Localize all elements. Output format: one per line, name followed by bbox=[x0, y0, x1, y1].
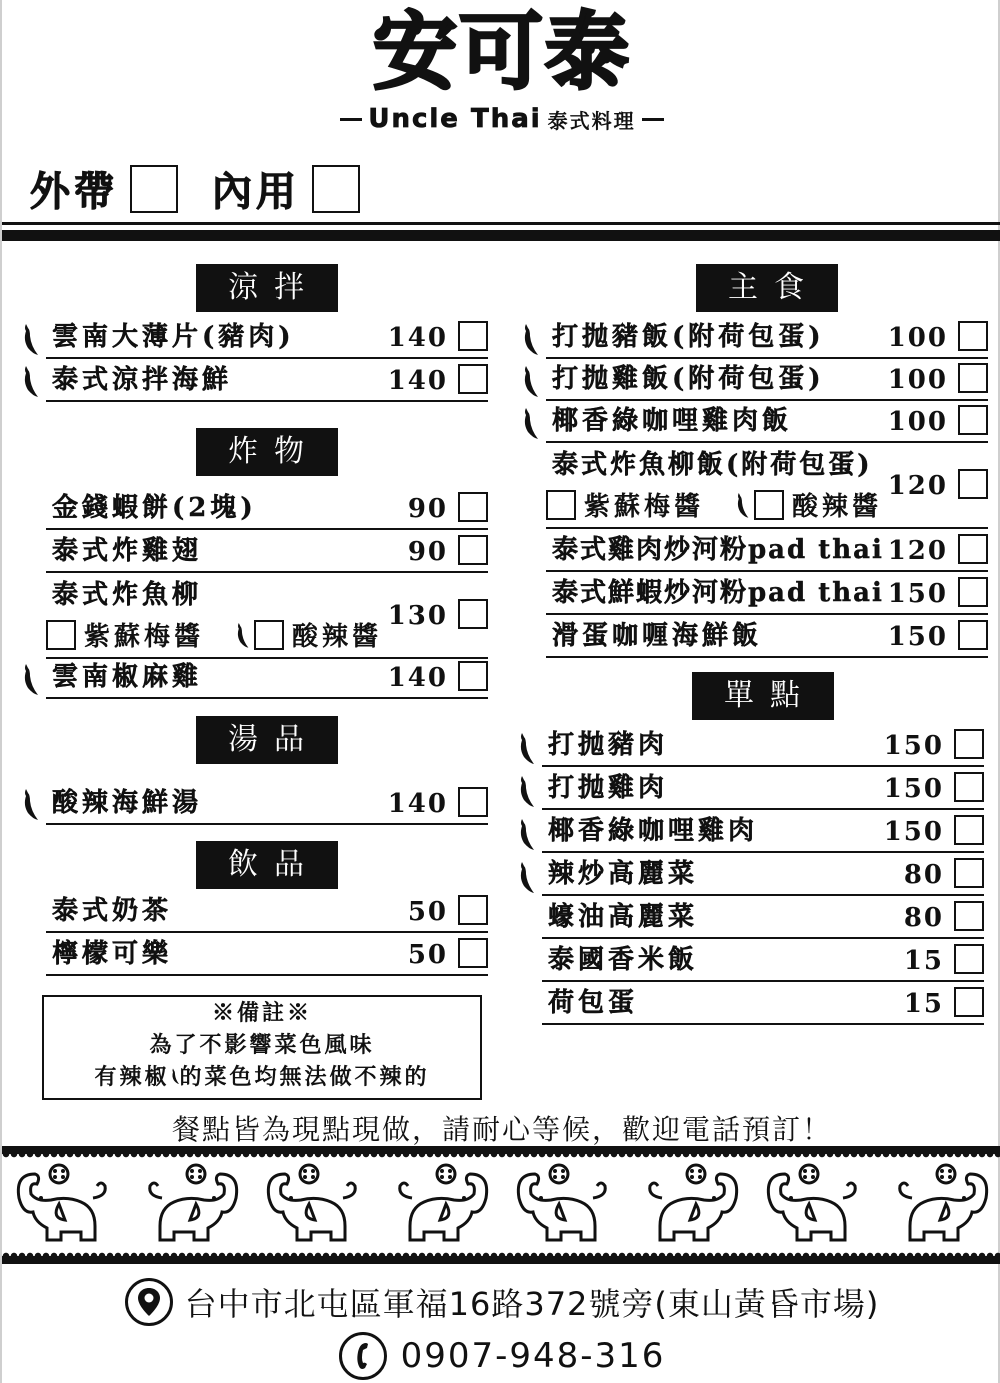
menu-item-row bbox=[546, 529, 988, 572]
item-price: 140 bbox=[387, 663, 448, 693]
item-checkbox[interactable] bbox=[954, 772, 984, 802]
menu-item-row bbox=[46, 573, 488, 659]
sauce-label-plum: 紫蘇梅醬 bbox=[584, 492, 705, 522]
address-line bbox=[2, 1278, 1000, 1326]
section-header-cold: 涼拌 bbox=[196, 264, 338, 312]
item-price: 15 bbox=[903, 946, 944, 976]
item-checkbox[interactable] bbox=[458, 895, 488, 925]
chili-icon bbox=[234, 620, 250, 650]
menu-item-row bbox=[546, 615, 988, 658]
chili-icon bbox=[520, 322, 540, 356]
sauce-options bbox=[546, 486, 912, 523]
item-price: 90 bbox=[407, 537, 448, 567]
takeout-label: 外帶 bbox=[30, 168, 118, 215]
chili-icon bbox=[20, 787, 40, 821]
item-name: 金錢蝦餅(2塊) bbox=[52, 493, 257, 523]
elephant-row bbox=[2, 1162, 1000, 1246]
menu-item-row bbox=[542, 767, 984, 810]
header-divider-thick bbox=[2, 230, 1000, 241]
chili-icon bbox=[516, 817, 536, 851]
section-header-fried: 炸物 bbox=[196, 428, 338, 476]
item-name: 荷包蛋 bbox=[548, 988, 639, 1018]
chili-icon bbox=[516, 731, 536, 765]
item-name: 泰式炸魚柳飯(附荷包蛋) bbox=[552, 450, 873, 480]
item-checkbox[interactable] bbox=[458, 938, 488, 968]
item-name: 打抛雞飯(附荷包蛋) bbox=[552, 364, 825, 394]
elephant-icon bbox=[386, 1162, 494, 1246]
note-title: ※備註※ bbox=[211, 1000, 312, 1026]
section-header-a-la-carte: 單點 bbox=[692, 672, 834, 720]
item-price: 100 bbox=[887, 365, 948, 395]
sauce-options bbox=[46, 616, 412, 653]
note-line-1: 為了不影響菜色風味 bbox=[149, 1032, 375, 1058]
menu-item-row bbox=[46, 359, 488, 402]
sauce-label-plum: 紫蘇梅醬 bbox=[84, 622, 205, 652]
item-name: 滑蛋咖喱海鮮飯 bbox=[552, 621, 763, 651]
item-name: 酸辣海鮮湯 bbox=[52, 788, 203, 818]
item-checkbox[interactable] bbox=[458, 787, 488, 817]
item-name: 打抛豬飯(附荷包蛋) bbox=[552, 322, 825, 352]
item-price: 50 bbox=[407, 897, 448, 927]
item-price: 150 bbox=[883, 774, 944, 804]
chili-icon bbox=[516, 860, 536, 894]
elephant-decorative-band bbox=[2, 1146, 1000, 1264]
elephant-icon bbox=[136, 1162, 244, 1246]
item-name: 椰香綠咖哩雞肉 bbox=[548, 816, 759, 846]
elephant-icon bbox=[761, 1162, 869, 1246]
item-price: 140 bbox=[387, 366, 448, 396]
menu-item-row bbox=[46, 316, 488, 359]
order-type-selector bbox=[30, 160, 394, 217]
item-price: 150 bbox=[883, 731, 944, 761]
menu-item-row bbox=[46, 487, 488, 530]
sauce-checkbox-plum[interactable] bbox=[46, 620, 76, 650]
menu-item-row bbox=[46, 656, 488, 699]
menu-item-row bbox=[46, 782, 488, 825]
item-checkbox[interactable] bbox=[458, 364, 488, 394]
item-price: 15 bbox=[903, 989, 944, 1019]
menu-item-row bbox=[542, 896, 984, 939]
item-checkbox[interactable] bbox=[458, 535, 488, 565]
chili-icon bbox=[20, 364, 40, 398]
item-price: 50 bbox=[407, 940, 448, 970]
sauce-label-sour-spicy: 酸辣醬 bbox=[792, 492, 883, 522]
chili-icon bbox=[734, 490, 750, 520]
order-notice: 餐點皆為現點現做，請耐心等候，歡迎電話預訂！ bbox=[171, 1113, 832, 1146]
item-name: 椰香綠咖哩雞肉飯 bbox=[552, 406, 793, 436]
section-header-drinks: 飲品 bbox=[196, 841, 338, 889]
item-price: 150 bbox=[887, 622, 948, 652]
item-name: 檸檬可樂 bbox=[52, 939, 173, 969]
item-name: 泰式奶茶 bbox=[52, 896, 173, 926]
menu-item-row bbox=[542, 724, 984, 767]
item-name: 泰國香米飯 bbox=[548, 945, 699, 975]
menu-item-row bbox=[542, 810, 984, 853]
chili-icon bbox=[520, 406, 540, 440]
item-checkbox[interactable] bbox=[458, 492, 488, 522]
menu-item-row bbox=[546, 572, 988, 615]
divider bbox=[642, 118, 664, 121]
restaurant-logo: 安可泰 bbox=[372, 3, 631, 101]
divider bbox=[340, 118, 362, 121]
phone-icon bbox=[339, 1332, 387, 1380]
menu-item-row bbox=[546, 358, 988, 401]
item-price: 150 bbox=[883, 817, 944, 847]
menu-item-row bbox=[546, 443, 988, 529]
item-checkbox[interactable] bbox=[458, 661, 488, 691]
menu-item-row bbox=[46, 530, 488, 573]
note-box bbox=[42, 995, 482, 1100]
item-name: 辣炒高麗菜 bbox=[548, 859, 699, 889]
item-checkbox[interactable] bbox=[958, 620, 988, 650]
sauce-checkbox-plum[interactable] bbox=[546, 490, 576, 520]
address-text[interactable]: 台中市北屯區軍福16路372號旁(東山黃昏市場) bbox=[184, 1285, 880, 1323]
band-edge-top bbox=[2, 1146, 1000, 1154]
item-checkbox[interactable] bbox=[958, 363, 988, 393]
elephant-icon bbox=[636, 1162, 744, 1246]
sauce-checkbox-sour-spicy[interactable] bbox=[254, 620, 284, 650]
item-price: 100 bbox=[887, 323, 948, 353]
item-name: 雲南椒麻雞 bbox=[52, 662, 203, 692]
band-scallop-top bbox=[2, 1154, 1000, 1159]
band-edge-bottom bbox=[2, 1256, 1000, 1264]
item-price: 150 bbox=[887, 579, 948, 609]
menu-item-row bbox=[542, 939, 984, 982]
item-name: 泰式鮮蝦炒河粉pad thai bbox=[552, 578, 884, 608]
item-checkbox[interactable] bbox=[954, 729, 984, 759]
item-checkbox[interactable] bbox=[958, 577, 988, 607]
menu-item-row bbox=[46, 890, 488, 933]
item-price: 100 bbox=[887, 407, 948, 437]
menu-item-row bbox=[46, 933, 488, 976]
item-checkbox[interactable] bbox=[458, 599, 488, 629]
map-pin-icon bbox=[125, 1278, 173, 1326]
chili-icon bbox=[516, 774, 536, 808]
item-price: 130 bbox=[387, 601, 448, 631]
takeout-checkbox[interactable] bbox=[130, 165, 178, 213]
item-name: 雲南大薄片(豬肉) bbox=[52, 322, 295, 352]
item-checkbox[interactable] bbox=[958, 534, 988, 564]
menu-item-row bbox=[542, 853, 984, 896]
note-line-2a: 有辣椒 bbox=[94, 1064, 170, 1090]
menu-item-row bbox=[546, 316, 988, 359]
item-checkbox[interactable] bbox=[958, 321, 988, 351]
note-line-2b: 的菜色均無法做不辣的 bbox=[179, 1064, 430, 1090]
subtitle-chinese: 泰式料理 bbox=[547, 108, 636, 133]
item-price: 120 bbox=[887, 471, 948, 501]
item-price: 140 bbox=[387, 789, 448, 819]
item-name: 蠔油高麗菜 bbox=[548, 902, 699, 932]
item-name: 打抛雞肉 bbox=[548, 773, 669, 803]
item-name: 打抛豬肉 bbox=[548, 730, 669, 760]
chili-icon bbox=[520, 364, 540, 398]
item-checkbox[interactable] bbox=[954, 987, 984, 1017]
item-checkbox[interactable] bbox=[958, 469, 988, 499]
chili-icon bbox=[20, 322, 40, 356]
section-header-soup: 湯品 bbox=[196, 716, 338, 764]
section-header-mains: 主食 bbox=[696, 264, 838, 312]
dine-in-checkbox[interactable] bbox=[312, 165, 360, 213]
elephant-icon bbox=[261, 1162, 369, 1246]
header-divider-thin bbox=[2, 222, 1000, 225]
phone-number[interactable]: 0907-948-316 bbox=[400, 1336, 666, 1376]
sauce-label-sour-spicy: 酸辣醬 bbox=[292, 622, 383, 652]
item-name: 泰式炸雞翅 bbox=[52, 536, 203, 566]
phone-line bbox=[2, 1332, 1000, 1380]
item-checkbox[interactable] bbox=[958, 405, 988, 435]
item-checkbox[interactable] bbox=[458, 321, 488, 351]
elephant-icon bbox=[886, 1162, 994, 1246]
elephant-icon bbox=[511, 1162, 619, 1246]
note-line-2 bbox=[44, 1061, 480, 1093]
elephant-icon bbox=[11, 1162, 119, 1246]
dine-in-label: 內用 bbox=[212, 168, 300, 215]
item-checkbox[interactable] bbox=[954, 815, 984, 845]
item-name: 泰式炸魚柳 bbox=[52, 580, 203, 610]
item-price: 140 bbox=[387, 323, 448, 353]
item-price: 80 bbox=[903, 860, 944, 890]
item-price: 80 bbox=[903, 903, 944, 933]
item-name: 泰式雞肉炒河粉pad thai bbox=[552, 535, 884, 565]
chili-icon bbox=[170, 1063, 180, 1083]
item-price: 90 bbox=[407, 494, 448, 524]
item-checkbox[interactable] bbox=[954, 858, 984, 888]
subtitle-english: Uncle Thai bbox=[368, 104, 542, 134]
item-price: 120 bbox=[887, 536, 948, 566]
chili-icon bbox=[20, 662, 40, 696]
menu-item-row bbox=[546, 400, 988, 443]
menu-item-row bbox=[542, 982, 984, 1025]
item-checkbox[interactable] bbox=[954, 901, 984, 931]
item-checkbox[interactable] bbox=[954, 944, 984, 974]
item-name: 泰式涼拌海鮮 bbox=[52, 365, 233, 395]
restaurant-subtitle bbox=[2, 104, 1000, 134]
sauce-checkbox-sour-spicy[interactable] bbox=[754, 490, 784, 520]
